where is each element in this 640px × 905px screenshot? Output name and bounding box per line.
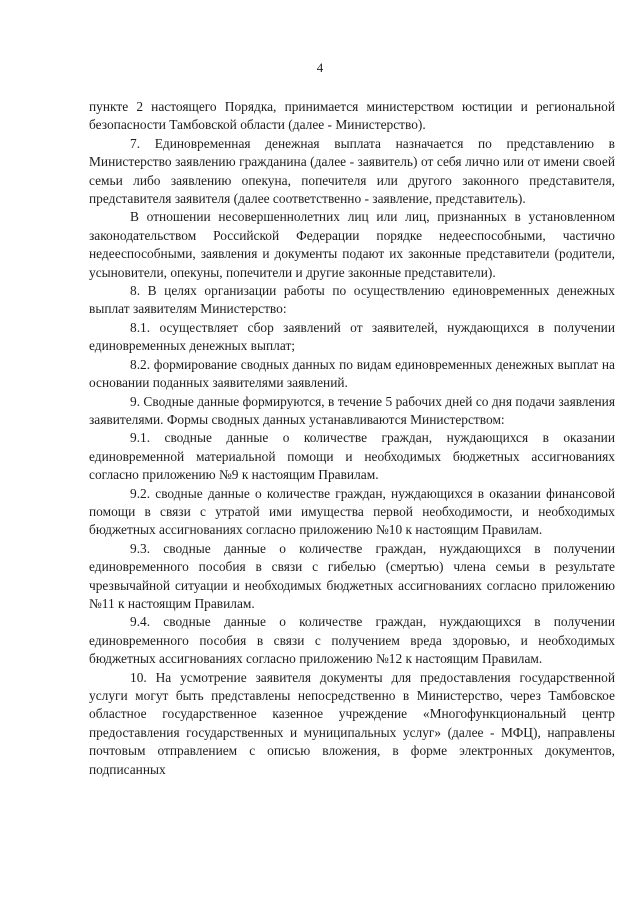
paragraph: 8.1. осуществляет сбор заявлений от заявителей, нуждающихся в получении единовременных денежных выплат; [89,319,615,354]
paragraph: 8.2. формирование сводных данных по видам единовременных денежных выплат на основании поданных заявителями заявлений. [89,356,615,391]
paragraph: 9.2. сводные данные о количестве граждан, нуждающихся в оказании финансовой помощи в связи с утратой ими имущества первой необходимости, и необходимых бюджетных ассигнованиях согласно приложению №10 к настоящим Правилам. [89,485,615,538]
page-number: 4 [316,60,324,75]
document-body [89,98,615,779]
paragraph: пункте 2 настоящего Порядка, принимается министерством юстиции и региональной безопасности Тамбовской области (далее - Министерство). [89,99,615,133]
paragraph: 9.3. сводные данные о количестве граждан, нуждающихся в получении единовременного пособия в связи с гибелью (смертью) члена семьи в результате чрезвычайной ситуации и необходимых бюджетных ассигнованиях согласно приложению №11 к настоящим Правилам. [89,540,615,611]
paragraph: В отношении несовершеннолетних лиц или лиц, признанных в установленном законодательством Российской Федерации порядке недееспособными, частично недееспособными, заявления и документы подают их законные представители (родители, усыновители, опекуны, попечители и другие законные представители). [89,209,615,280]
paragraph: 9. Сводные данные формируются, в течение 5 рабочих дней со дня подачи заявления заявителями. Формы сводных данных устанавливаются Министерством: [89,393,615,427]
paragraph: 9.4. сводные данные о количестве граждан, нуждающихся в получении единовременного пособия в связи с получением вреда здоровью, и необходимых бюджетных ассигнованиях согласно приложению №12 к настоящим Правилам. [89,614,615,667]
paragraph: 7. Единовременная денежная выплата назначается по представлению в Министерство заявлению гражданина (далее - заявитель) от себя лично или от имени своей семьи либо заявлению опекуна, попечителя или другого законного представителя, представителя заявителя (далее соответственно - заявление, представитель). [89,135,615,207]
paragraph: 8. В целях организации работы по осуществлению единовременных денежных выплат заявителям Министерство: [89,283,615,317]
paragraph: 10. На усмотрение заявителя документы для предоставления государственной услуги могут быть представлены непосредственно в Министерство, через Тамбовское областное государственное казенное учреждение «Многофункциональный центр предоставления государственных и муниципальных услуг» (далее - МФЦ), направлены почтовым отправлением с описью вложения, в форме электронных документов, подписанных [89,669,615,777]
paragraph: 9.1. сводные данные о количестве граждан, нуждающихся в оказании единовременной материальной помощи и необходимых бюджетных ассигнованиях согласно приложению №9 к настоящим Правилам. [89,430,615,483]
